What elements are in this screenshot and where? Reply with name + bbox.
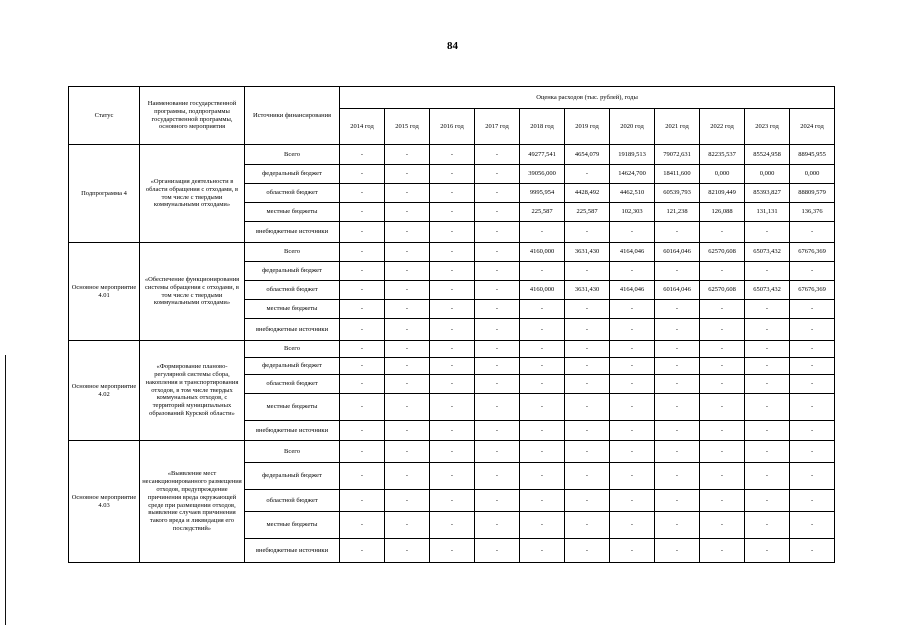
cell-value: - bbox=[520, 358, 565, 375]
row-funding-source: федеральный бюджет bbox=[245, 262, 340, 281]
row-funding-source: областной бюджет bbox=[245, 490, 340, 512]
cell-value: - bbox=[700, 441, 745, 463]
cell-value: - bbox=[430, 463, 475, 490]
table-row bbox=[69, 243, 835, 262]
cell-value: - bbox=[385, 300, 430, 319]
cell-value: - bbox=[610, 490, 655, 512]
cell-value: - bbox=[520, 300, 565, 319]
cell-value: - bbox=[655, 341, 700, 358]
header-year: 2014 год bbox=[340, 109, 385, 145]
cell-value: - bbox=[340, 145, 385, 165]
cell-value: - bbox=[340, 319, 385, 341]
cell-value: 126,088 bbox=[700, 203, 745, 222]
cell-value: - bbox=[475, 375, 520, 394]
cell-value: - bbox=[475, 184, 520, 203]
cell-value: - bbox=[610, 441, 655, 463]
cell-value: - bbox=[655, 441, 700, 463]
cell-value: - bbox=[430, 394, 475, 421]
cell-value: - bbox=[745, 375, 790, 394]
cell-value: - bbox=[610, 319, 655, 341]
row-funding-source: федеральный бюджет bbox=[245, 358, 340, 375]
cell-value: - bbox=[655, 394, 700, 421]
cell-value: - bbox=[655, 300, 700, 319]
cell-value: 9995,954 bbox=[520, 184, 565, 203]
cell-value: - bbox=[520, 375, 565, 394]
row-program-name: «Организация деятельности в области обращения с отходами, в том числе с твердыми коммунальными отходами» bbox=[140, 145, 245, 243]
cell-value: - bbox=[790, 441, 835, 463]
cell-value: - bbox=[745, 341, 790, 358]
row-funding-source: внебюджетные источники bbox=[245, 222, 340, 243]
cell-value: - bbox=[430, 319, 475, 341]
row-program-name: «Выявление мест несанкционированного размещения отходов, предупреждение причинения вреда окружающей среде при размещении отходов, выявление случаев причинения такого вреда и ликвидация его последствий» bbox=[140, 441, 245, 563]
cell-value: - bbox=[475, 490, 520, 512]
row-funding-source: областной бюджет bbox=[245, 184, 340, 203]
header-year: 2022 год bbox=[700, 109, 745, 145]
cell-value: 4428,492 bbox=[565, 184, 610, 203]
cell-value: - bbox=[745, 222, 790, 243]
cell-value: - bbox=[475, 394, 520, 421]
cell-value: - bbox=[430, 375, 475, 394]
cell-value: - bbox=[340, 222, 385, 243]
cell-value: - bbox=[790, 262, 835, 281]
row-funding-source: Всего bbox=[245, 441, 340, 463]
cell-value: - bbox=[610, 463, 655, 490]
cell-value: - bbox=[700, 394, 745, 421]
cell-value: 121,238 bbox=[655, 203, 700, 222]
cell-value: - bbox=[790, 358, 835, 375]
cell-value: - bbox=[475, 222, 520, 243]
cell-value: 79072,631 bbox=[655, 145, 700, 165]
header-year: 2016 год bbox=[430, 109, 475, 145]
cell-value: - bbox=[520, 394, 565, 421]
cell-value: - bbox=[520, 421, 565, 441]
row-funding-source: внебюджетные источники bbox=[245, 539, 340, 563]
cell-value: - bbox=[565, 165, 610, 184]
cell-value: - bbox=[655, 222, 700, 243]
cell-value: - bbox=[655, 358, 700, 375]
cell-value: - bbox=[655, 490, 700, 512]
cell-value: - bbox=[430, 341, 475, 358]
cell-value: 4160,000 bbox=[520, 281, 565, 300]
cell-value: 0,000 bbox=[790, 165, 835, 184]
cell-value: - bbox=[340, 512, 385, 539]
cell-value: - bbox=[790, 512, 835, 539]
cell-value: - bbox=[385, 358, 430, 375]
row-funding-source: внебюджетные источники bbox=[245, 421, 340, 441]
cell-value: - bbox=[565, 262, 610, 281]
row-funding-source: Всего bbox=[245, 243, 340, 262]
cell-value: 60539,793 bbox=[655, 184, 700, 203]
cell-value: - bbox=[565, 421, 610, 441]
cell-value: - bbox=[340, 184, 385, 203]
header-year: 2021 год bbox=[655, 109, 700, 145]
header-estimate: Оценка расходов (тыс. рублей), годы bbox=[340, 87, 835, 109]
budget-table bbox=[68, 86, 835, 563]
cell-value: - bbox=[475, 512, 520, 539]
cell-value: - bbox=[475, 463, 520, 490]
cell-value: - bbox=[385, 539, 430, 563]
cell-value: - bbox=[430, 243, 475, 262]
cell-value: - bbox=[520, 490, 565, 512]
cell-value: - bbox=[340, 490, 385, 512]
cell-value: 4462,510 bbox=[610, 184, 655, 203]
cell-value: - bbox=[655, 539, 700, 563]
cell-value: - bbox=[385, 145, 430, 165]
cell-value: - bbox=[790, 463, 835, 490]
cell-value: - bbox=[790, 375, 835, 394]
cell-value: - bbox=[430, 222, 475, 243]
cell-value: 82109,449 bbox=[700, 184, 745, 203]
cell-value: 0,000 bbox=[700, 165, 745, 184]
cell-value: - bbox=[520, 539, 565, 563]
cell-value: - bbox=[430, 262, 475, 281]
cell-value: - bbox=[475, 243, 520, 262]
cell-value: - bbox=[700, 358, 745, 375]
cell-value: - bbox=[475, 341, 520, 358]
cell-value: 0,000 bbox=[745, 165, 790, 184]
cell-value: - bbox=[565, 319, 610, 341]
cell-value: 85393,827 bbox=[745, 184, 790, 203]
cell-value: - bbox=[610, 375, 655, 394]
table-row bbox=[69, 145, 835, 165]
cell-value: - bbox=[790, 421, 835, 441]
cell-value: - bbox=[790, 222, 835, 243]
header-year: 2018 год bbox=[520, 109, 565, 145]
cell-value: - bbox=[520, 512, 565, 539]
cell-value: - bbox=[475, 421, 520, 441]
cell-value: - bbox=[610, 222, 655, 243]
cell-value: - bbox=[745, 441, 790, 463]
cell-value: - bbox=[655, 512, 700, 539]
cell-value: - bbox=[430, 539, 475, 563]
cell-value: 225,587 bbox=[520, 203, 565, 222]
cell-value: - bbox=[475, 300, 520, 319]
cell-value: - bbox=[610, 358, 655, 375]
cell-value: - bbox=[565, 539, 610, 563]
row-status: Основное мероприятие 4.01 bbox=[69, 243, 140, 341]
cell-value: 102,303 bbox=[610, 203, 655, 222]
cell-value: - bbox=[340, 375, 385, 394]
cell-value: - bbox=[340, 243, 385, 262]
header-year: 2023 год bbox=[745, 109, 790, 145]
cell-value: - bbox=[745, 262, 790, 281]
cell-value: - bbox=[565, 222, 610, 243]
cell-value: - bbox=[340, 165, 385, 184]
cell-value: - bbox=[700, 341, 745, 358]
cell-value: - bbox=[385, 222, 430, 243]
cell-value: - bbox=[340, 281, 385, 300]
row-status: Основное мероприятие 4.03 bbox=[69, 441, 140, 563]
cell-value: - bbox=[385, 184, 430, 203]
table-body bbox=[69, 145, 835, 563]
row-status: Основное мероприятие 4.02 bbox=[69, 341, 140, 441]
cell-value: - bbox=[655, 375, 700, 394]
cell-value: 65073,432 bbox=[745, 243, 790, 262]
cell-value: 4654,079 bbox=[565, 145, 610, 165]
cell-value: - bbox=[520, 441, 565, 463]
cell-value: - bbox=[475, 319, 520, 341]
cell-value: 67676,369 bbox=[790, 243, 835, 262]
cell-value: - bbox=[475, 539, 520, 563]
cell-value: - bbox=[340, 441, 385, 463]
cell-value: - bbox=[655, 463, 700, 490]
cell-value: - bbox=[430, 281, 475, 300]
header-year: 2015 год bbox=[385, 109, 430, 145]
row-funding-source: местные бюджеты bbox=[245, 300, 340, 319]
cell-value: - bbox=[745, 512, 790, 539]
cell-value: - bbox=[430, 203, 475, 222]
cell-value: - bbox=[565, 375, 610, 394]
cell-value: - bbox=[340, 539, 385, 563]
cell-value: - bbox=[700, 512, 745, 539]
cell-value: - bbox=[385, 463, 430, 490]
cell-value: 67676,369 bbox=[790, 281, 835, 300]
cell-value: - bbox=[655, 262, 700, 281]
cell-value: - bbox=[385, 165, 430, 184]
header-year: 2020 год bbox=[610, 109, 655, 145]
cell-value: 39056,000 bbox=[520, 165, 565, 184]
cell-value: - bbox=[340, 262, 385, 281]
cell-value: - bbox=[475, 441, 520, 463]
cell-value: - bbox=[385, 203, 430, 222]
cell-value: - bbox=[475, 203, 520, 222]
cell-value: - bbox=[700, 319, 745, 341]
cell-value: - bbox=[565, 463, 610, 490]
cell-value: 4160,000 bbox=[520, 243, 565, 262]
cell-value: - bbox=[385, 262, 430, 281]
cell-value: 49277,541 bbox=[520, 145, 565, 165]
cell-value: 19189,513 bbox=[610, 145, 655, 165]
cell-value: - bbox=[430, 358, 475, 375]
cell-value: - bbox=[520, 341, 565, 358]
cell-value: - bbox=[385, 281, 430, 300]
cell-value: - bbox=[610, 512, 655, 539]
row-funding-source: внебюджетные источники bbox=[245, 319, 340, 341]
row-funding-source: федеральный бюджет bbox=[245, 165, 340, 184]
row-funding-source: областной бюджет bbox=[245, 375, 340, 394]
cell-value: - bbox=[340, 394, 385, 421]
cell-value: 14624,700 bbox=[610, 165, 655, 184]
row-funding-source: местные бюджеты bbox=[245, 512, 340, 539]
cell-value: - bbox=[475, 281, 520, 300]
cell-value: - bbox=[475, 165, 520, 184]
cell-value: 3631,430 bbox=[565, 243, 610, 262]
cell-value: - bbox=[340, 300, 385, 319]
cell-value: - bbox=[340, 203, 385, 222]
page-number: 84 bbox=[447, 40, 458, 52]
cell-value: - bbox=[700, 490, 745, 512]
header-status: Статус bbox=[69, 87, 140, 145]
header-year: 2019 год bbox=[565, 109, 610, 145]
cell-value: - bbox=[430, 490, 475, 512]
cell-value: - bbox=[745, 319, 790, 341]
cell-value: - bbox=[340, 463, 385, 490]
cell-value: 60164,046 bbox=[655, 243, 700, 262]
cell-value: - bbox=[610, 341, 655, 358]
cell-value: 60164,046 bbox=[655, 281, 700, 300]
cell-value: - bbox=[430, 300, 475, 319]
table-row bbox=[69, 341, 835, 358]
cell-value: - bbox=[565, 341, 610, 358]
cell-value: - bbox=[790, 341, 835, 358]
cell-value: - bbox=[790, 394, 835, 421]
cell-value: - bbox=[385, 394, 430, 421]
cell-value: 85524,958 bbox=[745, 145, 790, 165]
cell-value: - bbox=[610, 300, 655, 319]
header-name: Наименование государственной программы, подпрограммы государственной программы, основного мероприятия bbox=[140, 87, 245, 145]
cell-value: - bbox=[475, 358, 520, 375]
cell-value: - bbox=[610, 262, 655, 281]
row-funding-source: Всего bbox=[245, 145, 340, 165]
cell-value: - bbox=[430, 184, 475, 203]
cell-value: - bbox=[790, 539, 835, 563]
row-funding-source: федеральный бюджет bbox=[245, 463, 340, 490]
cell-value: - bbox=[430, 421, 475, 441]
cell-value: - bbox=[430, 165, 475, 184]
cell-value: - bbox=[700, 421, 745, 441]
cell-value: - bbox=[700, 222, 745, 243]
cell-value: - bbox=[385, 421, 430, 441]
cell-value: - bbox=[385, 441, 430, 463]
cell-value: - bbox=[565, 300, 610, 319]
row-funding-source: Всего bbox=[245, 341, 340, 358]
cell-value: - bbox=[385, 375, 430, 394]
cell-value: - bbox=[610, 539, 655, 563]
cell-value: - bbox=[700, 262, 745, 281]
row-funding-source: областной бюджет bbox=[245, 281, 340, 300]
cell-value: 62570,608 bbox=[700, 243, 745, 262]
cell-value: 88945,955 bbox=[790, 145, 835, 165]
cell-value: - bbox=[565, 512, 610, 539]
row-program-name: «Формирование планово-регулярной системы сбора, накопления и транспортирования отходов, в том числе твердых коммунальных отходов, с территорий муниципальных образований Курской области» bbox=[140, 341, 245, 441]
cell-value: - bbox=[610, 394, 655, 421]
cell-value: 136,376 bbox=[790, 203, 835, 222]
cell-value: - bbox=[520, 463, 565, 490]
cell-value: - bbox=[385, 319, 430, 341]
cell-value: - bbox=[565, 358, 610, 375]
cell-value: - bbox=[520, 262, 565, 281]
cell-value: - bbox=[700, 463, 745, 490]
cell-value: - bbox=[655, 421, 700, 441]
cell-value: - bbox=[745, 421, 790, 441]
cell-value: - bbox=[430, 512, 475, 539]
cell-value: - bbox=[340, 341, 385, 358]
cell-value: - bbox=[385, 243, 430, 262]
cell-value: 62570,608 bbox=[700, 281, 745, 300]
cell-value: - bbox=[340, 421, 385, 441]
cell-value: - bbox=[700, 300, 745, 319]
margin-rule bbox=[5, 355, 6, 625]
cell-value: - bbox=[565, 394, 610, 421]
row-status: Подпрограмма 4 bbox=[69, 145, 140, 243]
cell-value: - bbox=[385, 512, 430, 539]
header-source: Источники финансирования bbox=[245, 87, 340, 145]
cell-value: - bbox=[520, 222, 565, 243]
cell-value: - bbox=[745, 539, 790, 563]
cell-value: - bbox=[745, 490, 790, 512]
cell-value: - bbox=[610, 421, 655, 441]
header-year: 2024 год bbox=[790, 109, 835, 145]
cell-value: - bbox=[565, 441, 610, 463]
cell-value: - bbox=[565, 490, 610, 512]
cell-value: 65073,432 bbox=[745, 281, 790, 300]
cell-value: - bbox=[790, 319, 835, 341]
cell-value: 82235,537 bbox=[700, 145, 745, 165]
cell-value: 4164,046 bbox=[610, 281, 655, 300]
cell-value: - bbox=[700, 375, 745, 394]
cell-value: - bbox=[700, 539, 745, 563]
cell-value: - bbox=[655, 319, 700, 341]
cell-value: - bbox=[745, 394, 790, 421]
cell-value: 88809,579 bbox=[790, 184, 835, 203]
cell-value: - bbox=[385, 341, 430, 358]
cell-value: - bbox=[385, 490, 430, 512]
row-funding-source: местные бюджеты bbox=[245, 394, 340, 421]
cell-value: - bbox=[745, 358, 790, 375]
row-funding-source: местные бюджеты bbox=[245, 203, 340, 222]
cell-value: - bbox=[475, 145, 520, 165]
header-year: 2017 год bbox=[475, 109, 520, 145]
cell-value: - bbox=[430, 441, 475, 463]
cell-value: - bbox=[520, 319, 565, 341]
cell-value: - bbox=[340, 358, 385, 375]
row-program-name: «Обеспечение функционирования системы обращения с отходами, в том числе с твердыми коммунальными отходами» bbox=[140, 243, 245, 341]
cell-value: - bbox=[430, 145, 475, 165]
cell-value: - bbox=[790, 490, 835, 512]
table-row bbox=[69, 441, 835, 463]
cell-value: - bbox=[475, 262, 520, 281]
cell-value: 3631,430 bbox=[565, 281, 610, 300]
cell-value: 4164,046 bbox=[610, 243, 655, 262]
cell-value: - bbox=[745, 463, 790, 490]
cell-value: 18411,600 bbox=[655, 165, 700, 184]
cell-value: 225,587 bbox=[565, 203, 610, 222]
cell-value: - bbox=[790, 300, 835, 319]
cell-value: - bbox=[745, 300, 790, 319]
cell-value: 131,131 bbox=[745, 203, 790, 222]
